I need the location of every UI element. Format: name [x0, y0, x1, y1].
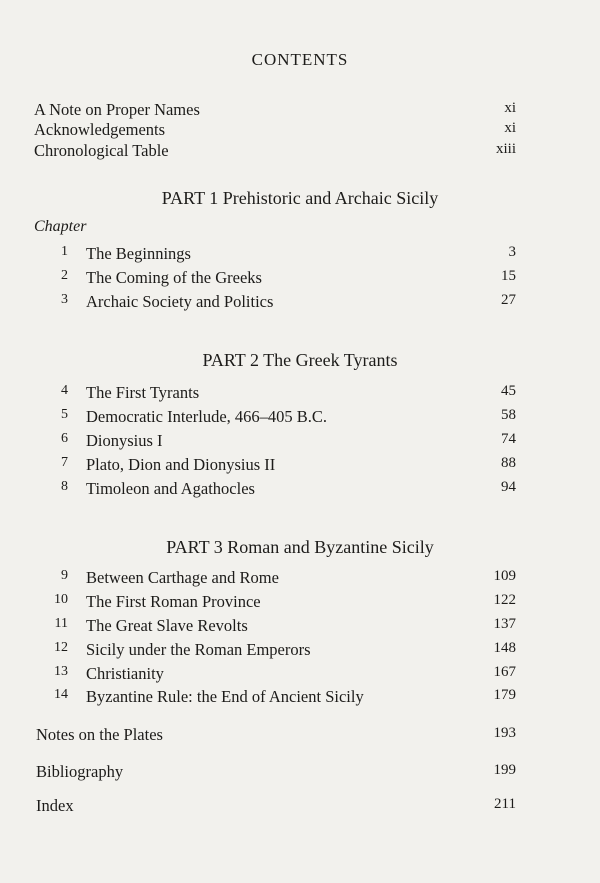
chapter-title: The First Tyrants — [86, 383, 200, 402]
page-title: CONTENTS — [251, 50, 349, 69]
chapter-title: Sicily under the Roman Emperors — [86, 640, 311, 659]
chapter-number: 11 — [54, 616, 68, 631]
chapter-number: 10 — [54, 592, 68, 607]
entry-label: Notes on the Plates — [36, 725, 163, 744]
front-matter-entry — [0, 100, 600, 122]
entry-label: Bibliography — [36, 762, 124, 781]
chapter-entry — [0, 568, 600, 590]
chapter-number: 8 — [61, 479, 68, 494]
chapter-title: Timoleon and Agathocles — [86, 479, 255, 498]
chapter-title: The Great Slave Revolts — [86, 616, 248, 635]
chapter-page: 109 — [493, 568, 516, 584]
chapter-entry — [0, 687, 600, 709]
entry-label: Index — [36, 796, 74, 815]
chapter-number: 1 — [61, 244, 68, 259]
entry-page: xi — [504, 120, 516, 136]
chapter-number: 9 — [61, 568, 68, 583]
back-matter-entry — [0, 796, 600, 818]
chapter-entry — [0, 664, 600, 686]
chapter-number: 2 — [61, 268, 68, 283]
chapter-column-label: Chapter — [34, 218, 87, 235]
chapter-page: 137 — [493, 616, 516, 632]
entry-label: Chronological Table — [34, 141, 169, 160]
chapter-entry — [0, 455, 600, 477]
front-matter-entry — [0, 120, 600, 142]
entry-page: xiii — [495, 141, 516, 157]
chapter-entry — [0, 592, 600, 614]
back-matter-entry — [0, 762, 600, 784]
chapter-page: 94 — [501, 479, 516, 495]
chapter-number: 3 — [61, 292, 68, 307]
chapter-entry — [0, 616, 600, 638]
chapter-number: 12 — [54, 640, 68, 655]
chapter-page: 179 — [493, 687, 516, 703]
chapter-page: 45 — [501, 383, 516, 399]
chapter-title: Christianity — [86, 664, 164, 683]
part-heading: PART 3 Roman and Byzantine Sicily — [166, 537, 434, 557]
chapter-entry — [0, 292, 600, 314]
chapter-title: Between Carthage and Rome — [86, 568, 279, 587]
chapter-number: 13 — [54, 664, 68, 679]
chapter-page: 122 — [493, 592, 516, 608]
chapter-page: 148 — [493, 640, 516, 656]
chapter-number: 4 — [61, 383, 68, 398]
chapter-number: 7 — [61, 455, 68, 470]
entry-page: 193 — [493, 725, 516, 741]
back-matter-entry — [0, 725, 600, 747]
chapter-title: The Coming of the Greeks — [86, 268, 262, 287]
chapter-page: 167 — [493, 664, 516, 680]
chapter-title: The First Roman Province — [86, 592, 261, 611]
chapter-entry — [0, 640, 600, 662]
chapter-page: 74 — [501, 431, 516, 447]
chapter-entry — [0, 244, 600, 266]
chapter-title: The Beginnings — [86, 244, 191, 263]
chapter-title: Archaic Society and Politics — [86, 292, 274, 311]
front-matter-entry — [0, 141, 600, 163]
entry-label: Acknowledgements — [34, 120, 166, 139]
chapter-title: Byzantine Rule: the End of Ancient Sicily — [86, 687, 364, 706]
chapter-entry — [0, 268, 600, 290]
chapter-entry — [0, 407, 600, 429]
chapter-title: Plato, Dion and Dionysius II — [86, 455, 276, 474]
chapter-page: 15 — [501, 268, 516, 284]
entry-page: 199 — [493, 762, 516, 778]
chapter-page: 58 — [501, 407, 516, 423]
part-heading: PART 1 Prehistoric and Archaic Sicily — [161, 188, 439, 208]
entry-page: xi — [504, 100, 516, 116]
part-heading: PART 2 The Greek Tyrants — [202, 350, 398, 370]
chapter-number: 14 — [54, 687, 68, 702]
chapter-page: 3 — [508, 244, 516, 260]
chapter-title: Democratic Interlude, 466–405 B.C. — [86, 407, 328, 426]
chapter-number: 5 — [61, 407, 68, 422]
chapter-entry — [0, 383, 600, 405]
chapter-number: 6 — [61, 431, 68, 446]
entry-label: A Note on Proper Names — [34, 100, 200, 119]
entry-page: 211 — [494, 796, 516, 812]
chapter-title: Dionysius I — [86, 431, 163, 450]
chapter-entry — [0, 479, 600, 501]
chapter-page: 88 — [501, 455, 516, 471]
chapter-page: 27 — [501, 292, 516, 308]
chapter-entry — [0, 431, 600, 453]
